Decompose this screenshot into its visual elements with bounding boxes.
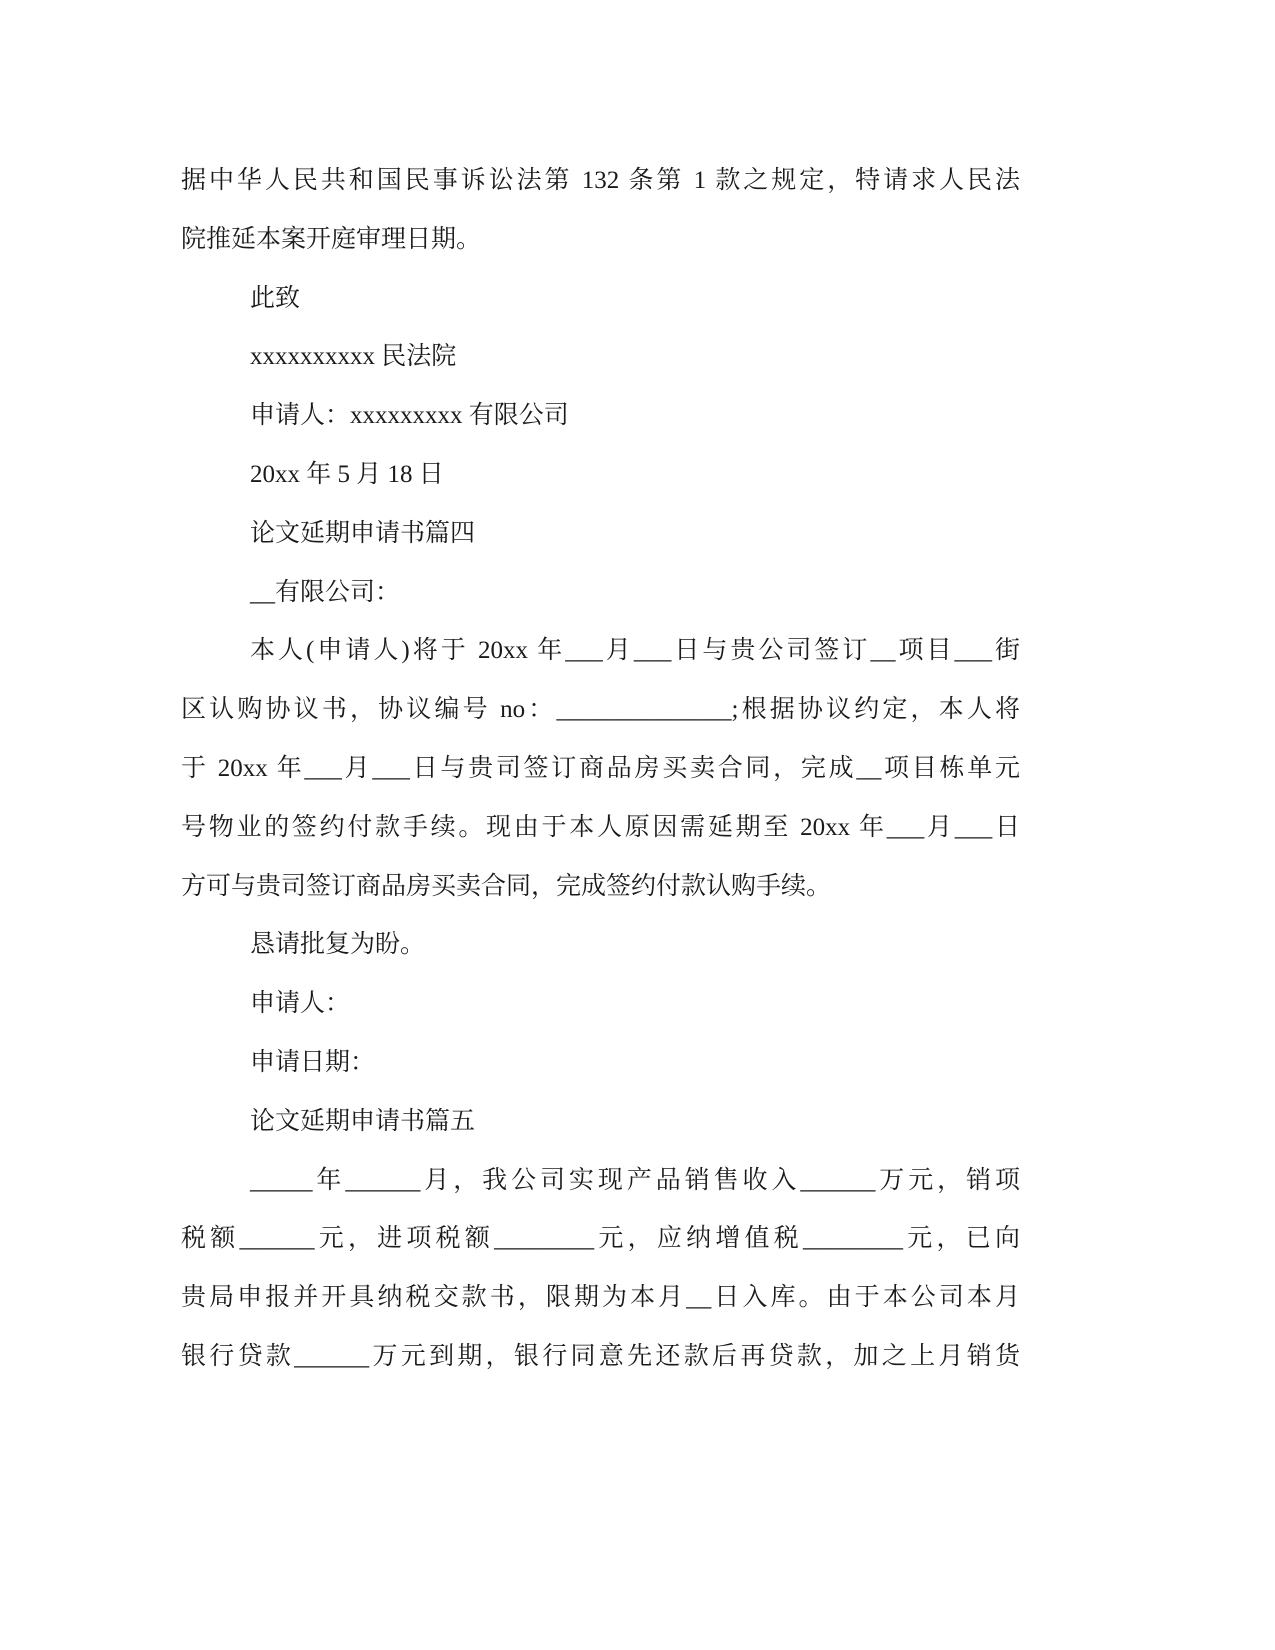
recipient-court-line: xxxxxxxxxx 民法院	[250, 343, 457, 371]
section-heading: 论文延期申请书篇四	[250, 519, 476, 547]
section-heading: 论文延期申请书篇五	[250, 1107, 476, 1135]
body-line: 据中华人民共和国民事诉讼法第 132 条第 1 款之规定，特请求人民法	[181, 167, 1020, 194]
body-line: 院推延本案开庭审理日期。	[181, 225, 482, 253]
request-line: 恳请批复为盼。	[250, 931, 426, 959]
body-line: 方可与贵司签订商品房买卖合同，完成签约付款认购手续。	[181, 872, 832, 900]
body-line: _____年______月，我公司实现产品销售收入______万元，销项	[250, 1166, 1020, 1194]
body-line: 银行贷款______万元到期，银行同意先还款后再贷款，加之上月销货	[181, 1342, 1020, 1370]
application-date-label: 申请日期：	[250, 1048, 376, 1076]
salutation-line: 此致	[250, 284, 301, 312]
body-line: 于 20xx 年___月___日与贵司签订商品房买卖合同，完成__项目栋单元	[181, 754, 1020, 782]
body-line: 区认购协议书，协议编号 no：______________;根据协议约定，本人将	[181, 696, 1020, 724]
applicant-label: 申请人：	[250, 990, 351, 1018]
document-body	[181, 152, 1020, 1387]
body-line: 本人(申请人)将于 20xx 年___月___日与贵公司签订__项目___街	[250, 637, 1020, 665]
applicant-line: 申请人：xxxxxxxxx 有限公司	[250, 402, 569, 430]
body-line: 税额______元，进项税额________元，应纳增值税________元，已向	[181, 1225, 1020, 1253]
date-line: 20xx 年 5 月 18 日	[250, 460, 444, 488]
addressee-line: __有限公司：	[250, 578, 401, 606]
body-line: 号物业的签约付款手续。现由于本人原因需延期至 20xx 年___月___日	[181, 813, 1020, 841]
body-line: 贵局申报并开具纳税交款书，限期为本月__日入库。由于本公司本月	[181, 1284, 1020, 1312]
